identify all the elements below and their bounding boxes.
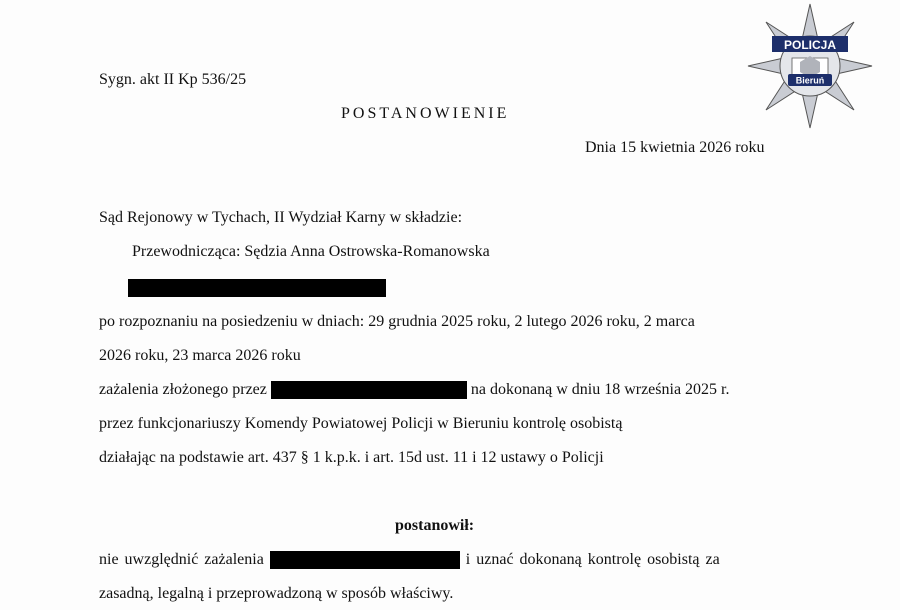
complaint-line2: przez funkcjonariuszy Komendy Powiatowej Policji w Bieruniu kontrolę osobistą [99,415,623,432]
session-dates-line1: po rozpoznaniu na posiedzeniu w dniach: 29 grudnia 2025 roku, 2 lutego 2026 roku, 2 marca [99,313,695,330]
emblem-top-text: POLICJA [783,38,837,52]
legal-basis: działając na podstawie art. 437 § 1 k.p.k. i art. 15d ust. 11 i 12 ustawy o Policji [99,449,604,466]
redaction-block [270,551,460,569]
document-date: Dnia 15 kwietnia 2026 roku [585,139,765,156]
complaint-line [99,380,730,400]
police-star-badge-icon [744,2,876,130]
decision-prefix: nie uwzględnić zażalenia [99,551,264,568]
decision-line [99,550,720,570]
session-dates-line2: 2026 roku, 23 marca 2026 roku [99,347,301,364]
complaint-prefix: zażalenia złożonego przez [99,381,267,398]
emblem-bottom-text: Bieruń [795,75,825,86]
complaint-suffix: na dokonaną w dniu 18 września 2025 r. [470,381,730,398]
court-composition: Sąd Rejonowy w Tychach, II Wydział Karny w składzie: [99,209,463,226]
case-number: Sygn. akt II Kp 536/25 [99,71,247,88]
redaction-block [271,381,467,399]
decision-suffix: i uznać dokonaną kontrolę osobistą za [465,551,720,568]
presiding-judge: Przewodnicząca: Sędzia Anna Ostrowska-Romanowska [132,243,490,260]
decision-heading: postanowił: [395,517,475,534]
redaction-block [128,278,386,298]
decision-line2: zasadną, legalną i przeprowadzoną w sposób właściwy. [99,585,454,602]
document-title: POSTANOWIENIE [341,105,510,122]
